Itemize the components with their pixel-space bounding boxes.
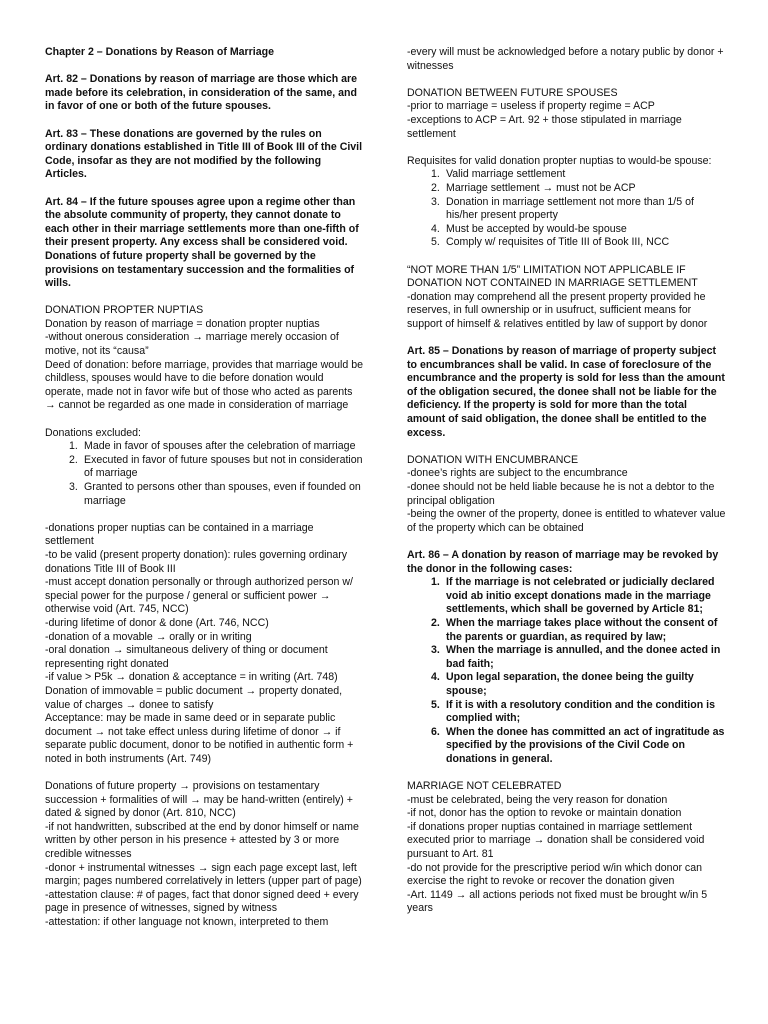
list-item: 3. Granted to persons other than spouses, even if founded on marriage [69, 481, 361, 507]
list-item: 2. Marriage settlement → must not be ACP [431, 181, 636, 194]
list-heading: Requisites for valid donation propter nuptias to would-be spouse: [407, 154, 712, 167]
section-heading: DONATION PROPTER NUPTIAS [45, 304, 204, 317]
text-line: -must accept donation personally or through authorized person w/ special power for the purpose / general or sufficient power → otherwise void (Art. 745, NCC) [45, 576, 353, 616]
donations-excluded-section [45, 427, 363, 509]
text-line: -donation may comprehend all the present property provided he reserves, in full ownership or in usufruct, sufficient means for support of himself & relatives entitled by law of support by donor [407, 290, 708, 330]
text-line: Donation by reason of marriage = donation propter nuptias [45, 317, 320, 330]
list-item: 2. Executed in favor of future spouses but not in consideration of marriage [69, 453, 363, 480]
text-line: -oral donation → simultaneous delivery of thing or document representing right donated [45, 644, 328, 670]
text-line: -exceptions to ACP = Art. 92 + those stipulated in marriage settlement [407, 113, 682, 140]
list-item: 3. When the marriage is annulled, and the donee acted in bad faith; [431, 644, 721, 670]
list-item: 5. If it is with a resolutory condition and the condition is complied with; [431, 698, 715, 725]
text-line: -do not provide for the prescriptive period w/in which donor can exercise the right to revoke or recover the donation given [407, 861, 703, 888]
section-heading: DONATION BETWEEN FUTURE SPOUSES [407, 86, 618, 99]
section-heading: DONATION WITH ENCUMBRANCE [407, 453, 579, 466]
right-column [407, 46, 727, 930]
propter-nuptias-section [45, 304, 363, 413]
future-spouses-section [407, 87, 727, 141]
art-83: Art. 83 – These donations are governed by the rules on ordinary donations established in Title III of Book III of the Civil Code, insofar as they are not modified by the following Articles. [45, 127, 363, 181]
excluded-list [45, 440, 363, 508]
left-column [45, 46, 363, 943]
future-property-section [45, 780, 363, 930]
text-line: -attestation clause: # of pages, fact that donor signed deed + every page in presence of witnesses, signed by witness [45, 888, 359, 915]
section-heading: MARRIAGE NOT CELEBRATED [407, 780, 562, 793]
marriage-not-celebrated-section [407, 780, 727, 916]
text-line: Donations of future property → provisions on testamentary succession + formalities of will → may be hand-written (entirely) + dated & signed by donor (Art. 810, NCC) [45, 780, 353, 820]
text-line: -Art. 1149 → all actions periods not fixed must be brought w/in 5 years [407, 888, 708, 915]
text-line: -donee’s rights are subject to the encumbrance [407, 467, 628, 480]
requisites-section [407, 155, 727, 250]
list-item: 4. Upon legal separation, the donee being the guilty spouse; [431, 671, 694, 697]
art-86-heading: Art. 86 – A donation by reason of marriage may be revoked by the donor in the following cases: [407, 548, 719, 575]
text-line: -to be valid (present property donation): rules governing ordinary donations Title III of Book III [45, 548, 348, 575]
art-84-paragraph: Art. 84 – If the future spouses agree upon a regime other than the absolute community of property, they cannot donate to each other in their marriage settlements more than one-fifth of their present property. Any excess shall be considered void. [45, 195, 359, 249]
art-86 [407, 549, 727, 767]
requisites-list [407, 168, 727, 250]
text-line: -being the owner of the property, donee is entitled to whatever value of the property which can be obtained [407, 508, 726, 534]
list-item: 1. Valid marriage settlement [431, 168, 566, 181]
text-line: -if donations proper nuptias contained in marriage settlement executed prior to marriage → donation shall be considered void pursuant to Art. 81 [407, 820, 705, 861]
list-item: 6. When the donee has committed an act of ingratitude as specified by the provisions of the Civil Code on donations in general. [431, 725, 725, 765]
art-84-paragraph: Donations of future property shall be governed by the provisions on testamentary succession and the formalities of wills. [45, 249, 355, 290]
text-line: -donations proper nuptias can be contained in a marriage settlement [45, 521, 314, 548]
text-line: -if value > P5k → donation & acceptance = in writing (Art. 748) [45, 671, 338, 684]
list-item: 2. When the marriage takes place without the consent of the parents or guardian, as required by law; [431, 616, 718, 643]
list-item: 1. Made in favor of spouses after the celebration of marriage [69, 440, 356, 453]
chapter-title: Chapter 2 – Donations by Reason of Marriage [45, 46, 274, 58]
text-line: -donation of a movable → orally or in writing [45, 630, 252, 643]
encumbrance-section [407, 454, 727, 536]
revocation-cases-list [407, 576, 727, 766]
donation-rules-section [45, 522, 363, 767]
will-note: -every will must be acknowledged before a notary public by donor + witnesses [407, 46, 724, 72]
art-85: Art. 85 – Donations by reason of marriage of property subject to encumbrances shall be valid. In case of foreclosure of the encumbrance and the property is sold for less than the amount of the obligation secured, the donee shall not be liable for the deficiency. If the property is sold for more than the total amount of said obligation, the donee shall be entitled to the excess. [407, 345, 725, 439]
list-item: 4. Must be accepted by would-be spouse [431, 222, 627, 235]
text-line: -donee should not be held liable because he is not a debtor to the principal obligation [407, 481, 715, 507]
text-line: -during lifetime of donor & done (Art. 746, NCC) [45, 616, 269, 629]
section-heading: “NOT MORE THAN 1/5” LIMITATION NOT APPLICABLE IF DONATION NOT CONTAINED IN MARRIAGE SETTLEMENT [407, 263, 698, 290]
text-line: -without onerous consideration → marriage merely occasion of motive, not its “causa” [45, 331, 339, 358]
text-line: Deed of donation: before marriage, provides that marriage would be childless, spouses would have to die before donation would operate, made not in favor wife but of those who acted as parents → cannot be regarded as one made in consideration of marriage [45, 358, 363, 412]
text-line: -attestation: if other language not known, interpreted to them [45, 916, 329, 928]
list-heading: Donations excluded: [45, 426, 141, 439]
text-line: Acceptance: may be made in same deed or in separate public document → not take effect unless during lifetime of donor → if separate public document, donor to be notified in authentic form + noted in both instruments (Art. 749) [45, 712, 354, 765]
list-item: 5. Comply w/ requisites of Title III of Book III, NCC [431, 236, 670, 249]
list-item: 1. If the marriage is not celebrated or judicially declared void ab initio except donations made in the marriage settlements, which shall be governed by Article 81; [431, 576, 715, 616]
text-line: -prior to marriage = useless if property regime = ACP [407, 100, 655, 113]
limitation-section [407, 264, 727, 332]
list-item: 3. Donation in marriage settlement not more than 1/5 of his/her present property [431, 195, 694, 222]
art-84 [45, 196, 363, 291]
text-line: -if not handwritten, subscribed at the end by donor himself or name written by other person in his presence + attested by 3 or more credible witnesses [45, 820, 359, 861]
text-line: -donor + instrumental witnesses → sign each page except last, left margin; pages numbered correlatively in letters (upper part of page) [45, 861, 362, 888]
text-line: Donation of immovable = public document → property donated, value of charges → donee to satisfy [45, 684, 343, 711]
text-line: -if not, donor has the option to revoke or maintain donation [407, 807, 682, 820]
text-line: -must be celebrated, being the very reason for donation [407, 793, 668, 806]
art-82: Art. 82 – Donations by reason of marriage are those which are made before its celebration, in consideration of the same, and in favor of one or both of the future spouses. [45, 73, 358, 113]
